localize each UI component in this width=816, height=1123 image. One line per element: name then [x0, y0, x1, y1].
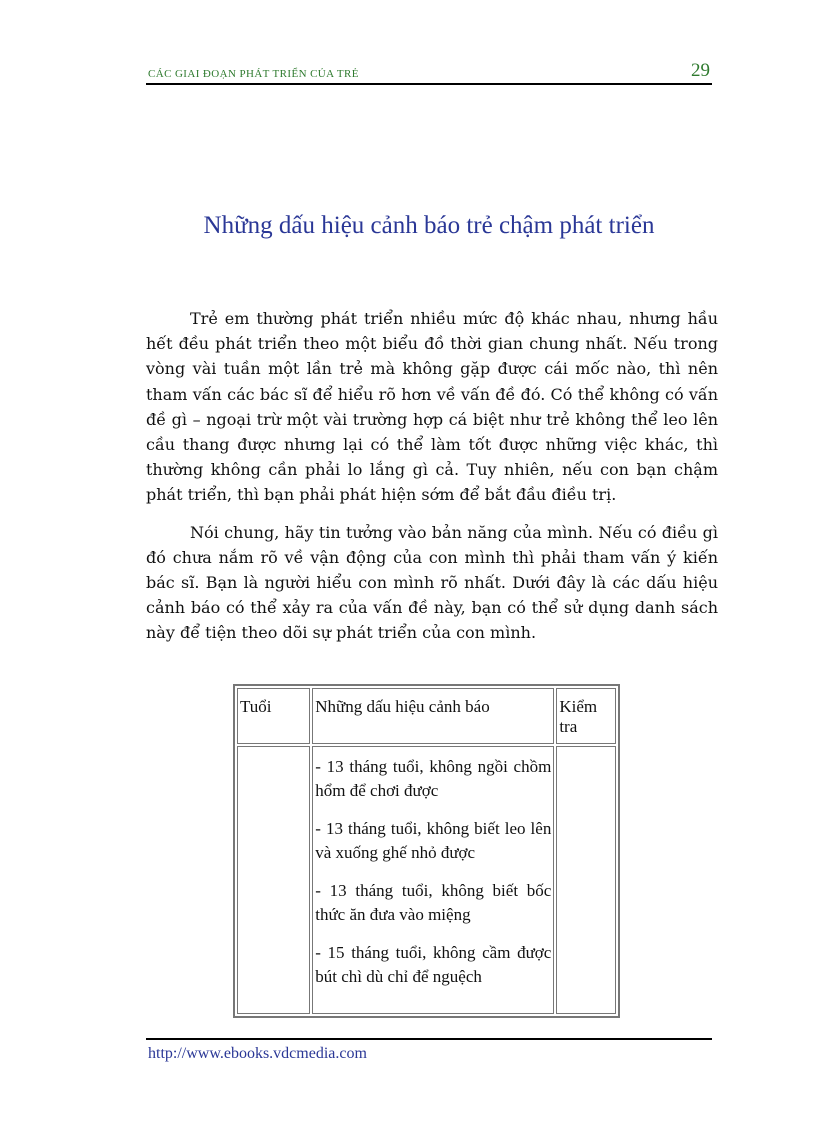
footer-divider — [146, 1038, 712, 1040]
check-cell — [556, 746, 616, 1014]
header-warning-signs: Những dấu hiệu cảnh báo — [312, 688, 554, 744]
section-title: Những dấu hiệu cảnh báo trẻ chậm phát triển — [203, 212, 655, 239]
footer-link[interactable]: http://www.ebooks.vdcmedia.com — [148, 1045, 367, 1062]
warning-sign-item: - 15 tháng tuổi, không cầm được bút chì dù chỉ để nguệch — [315, 943, 552, 986]
paragraph-2: Nói chung, hãy tin tưởng vào bản năng của mình. Nếu có điều gì đó chưa nắm rõ về vận động của con mình thì phải tham vấn ý kiến bác sĩ. Bạn là người hiểu con mình rõ nhất. Dưới đây là các dấu hiệu cảnh báo có thể xảy ra của vấn đề này, bạn có thể sử dụng danh sách này để tiện theo dõi sự phát triển của con mình. — [146, 522, 718, 643]
page-number: 29 — [691, 60, 710, 81]
running-header-title: CÁC GIAI ĐOẠN PHÁT TRIỂN CỦA TRẺ — [148, 68, 359, 80]
age-cell — [237, 746, 310, 1014]
running-header — [146, 62, 712, 84]
header-divider — [146, 83, 712, 85]
warning-signs-table — [233, 684, 620, 1018]
paragraph-1: Trẻ em thường phát triển nhiều mức độ khác nhau, nhưng hầu hết đều phát triển theo một biểu đồ thời gian chung nhất. Nếu trong vòng vài tuần một lần trẻ mà không gặp được cái mốc nào, thì nên tham vấn các bác sĩ để hiểu rõ hơn về vấn đề đó. Có thể không có vấn đề gì – ngoại trừ một vài trường hợp cá biệt như trẻ không thể leo lên cầu thang được nhưng lại có thể làm tốt được những việc khác, thì thường không cần phải lo lắng gì cả. Tuy nhiên, nếu con bạn chậm phát triển, thì bạn phải phát hiện sớm để bắt đầu điều trị. — [146, 309, 718, 505]
body-text — [146, 306, 718, 658]
header-check: Kiểm tra — [556, 688, 616, 744]
warning-sign-item: - 13 tháng tuổi, không biết bốc thức ăn đưa vào miệng — [315, 881, 552, 924]
table-header-row — [237, 688, 616, 744]
table-row — [237, 746, 616, 1014]
warning-sign-item: - 13 tháng tuổi, không biết leo lên và xuống ghế nhỏ được — [315, 819, 552, 862]
warning-sign-item: - 13 tháng tuổi, không ngồi chồm hổm để chơi được — [315, 757, 552, 800]
header-age: Tuổi — [237, 688, 310, 744]
warning-signs-cell — [312, 746, 554, 1014]
